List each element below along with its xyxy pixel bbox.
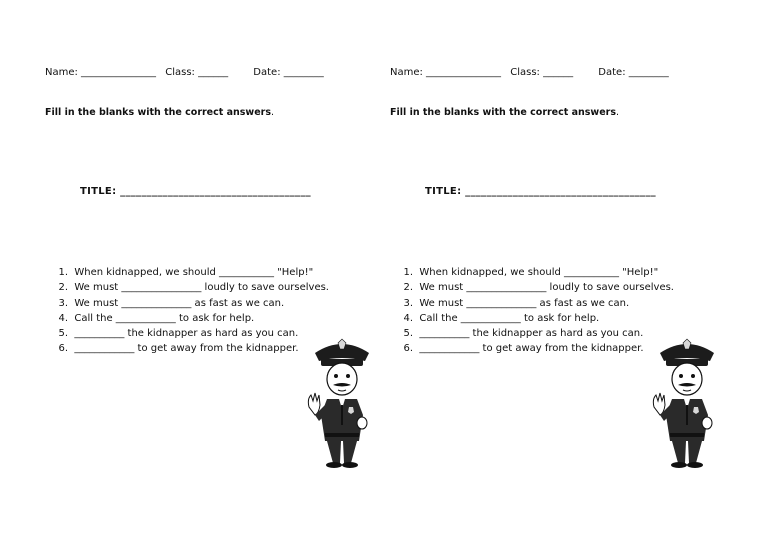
name-field[interactable]: Name: _______________ <box>390 67 502 78</box>
worksheet-left <box>45 0 390 543</box>
question-item[interactable]: 1. When kidnapped, we should ___________ "Help!" <box>403 267 659 278</box>
question-item[interactable]: 4. Call the ____________ to ask for help. <box>58 312 255 324</box>
header-fields <box>45 67 324 78</box>
question-item[interactable]: 2. We must ________________ loudly to save ourselves. <box>58 282 329 294</box>
class-field[interactable]: Class: ______ <box>165 67 229 78</box>
title-field[interactable]: TITLE: ____________________________________ <box>425 186 656 197</box>
question-item[interactable]: 4. Call the ____________ to ask for help. <box>403 312 600 324</box>
question-item[interactable]: 5. __________ the kidnapper as hard as you can. <box>58 328 299 340</box>
question-item[interactable]: 6. ____________ to get away from the kidnapper. <box>58 343 299 355</box>
police-officer-icon <box>652 335 722 469</box>
date-field[interactable]: Date: ________ <box>253 67 324 78</box>
date-field[interactable]: Date: ________ <box>598 67 669 78</box>
name-field[interactable]: Name: _______________ <box>45 67 157 78</box>
instructions: Fill in the blanks with the correct answers. <box>390 107 620 118</box>
question-item[interactable]: 1. When kidnapped, we should ___________ "Help!" <box>58 267 314 278</box>
instructions: Fill in the blanks with the correct answers. <box>45 107 275 118</box>
question-item[interactable]: 2. We must ________________ loudly to save ourselves. <box>403 282 674 294</box>
question-list <box>390 265 674 357</box>
worksheet-right <box>390 0 735 543</box>
question-item[interactable]: 3. We must ______________ as fast as we can. <box>403 297 630 309</box>
police-officer-icon <box>307 335 377 469</box>
question-item[interactable]: 5. __________ the kidnapper as hard as you can. <box>403 328 644 340</box>
header-fields <box>390 67 669 78</box>
question-item[interactable]: 3. We must ______________ as fast as we can. <box>58 297 285 309</box>
title-field[interactable]: TITLE: ____________________________________ <box>80 186 311 197</box>
question-list <box>45 265 329 357</box>
question-item[interactable]: 6. ____________ to get away from the kidnapper. <box>403 343 644 355</box>
class-field[interactable]: Class: ______ <box>510 67 574 78</box>
